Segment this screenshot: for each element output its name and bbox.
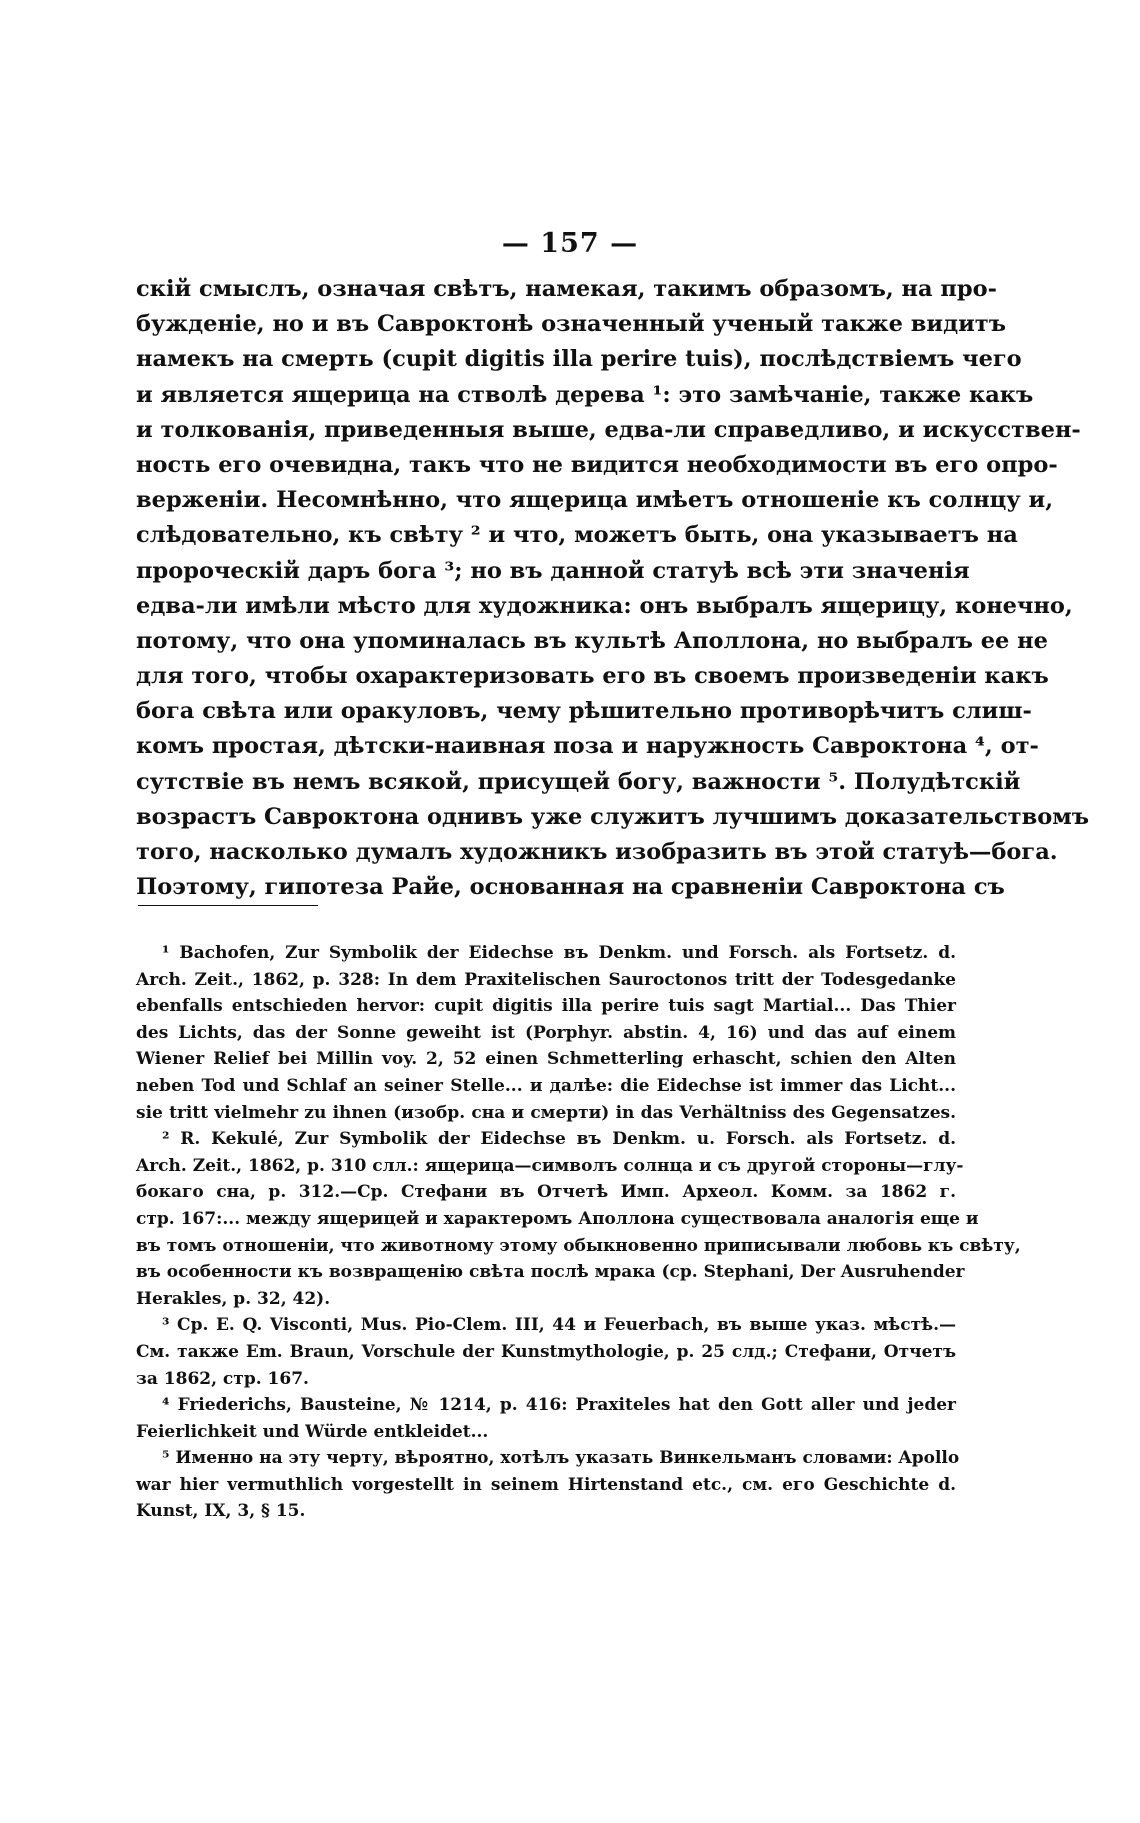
text-line: и является ящерица на стволѣ дерева ¹: это замѣчаніе, также какъ [136,381,1034,408]
footnotes-block [136,940,1021,1525]
text-line: сутствіе въ немъ всякой, присущей богу, важности ⁵. Полудѣтскій [136,768,1021,795]
footnote-1-line: sie tritt vielmehr zu ihnen (изобр. сна и смерти) in das Verhältniss des Gegensatzes. [136,1102,956,1123]
footnote-5-line: ⁵ Именно на эту черту, вѣроятно, хотѣлъ указать Винкельманъ словами: Apollo [162,1448,960,1469]
text-line: того, насколько думалъ художникъ изобразить въ этой статуѣ—бога. [136,839,1058,865]
footnote-1-line: Arch. Zeit., 1862, p. 328: In dem Praxitelischen Sauroctonos tritt der Todesgedanke [136,969,956,990]
text-line: для того, чтобы охарактеризовать его въ своемъ произведеніи какъ [136,663,1049,690]
text-line: Поэтому, гипотеза Райе, основанная на сравненіи Савроктона съ [136,874,1005,901]
footnote-2-line: ² R. Kekulé, Zur Symbolik der Eidechse въ Denkm. u. Forsch. als Fortsetz. d. [162,1129,956,1150]
footnote-1-line: neben Tod und Schlaf an seiner Stelle... и далѣе: die Eidechse ist immer das Licht... [136,1075,956,1096]
text-line: потому, что она упоминалась въ культѣ Аполлона, но выбралъ ее не [136,627,1048,654]
footnote-2-line: въ особенности къ возвращенію свѣта послѣ мрака (ср. Stephani, Der Ausruhender [136,1262,965,1283]
text-line: слѣдовательно, къ свѣту ² и что, можетъ быть, она указываетъ на [136,522,1018,549]
page-number: — 157 — [501,228,639,259]
text-line: и толкованія, приведенныя выше, едва-ли справедливо, и искусствен- [136,416,1081,443]
text-line: бужденіе, но и въ Савроктонѣ означенный ученый также видитъ [136,311,1006,338]
footnote-1-line: ebenfalls entschieden hervor: cupit digitis illa perire tuis sagt Martial... Das Thier [136,996,956,1017]
footnote-2-line: въ томъ отношеніи, что животному этому обыкновенно приписывали любовь къ свѣту, [136,1235,1021,1256]
text-line: верженіи. Несомнѣнно, что ящерица имѣетъ отношеніе къ солнцу и, [136,487,1054,514]
text-line: скій смыслъ, означая свѣтъ, намекая, такимъ образомъ, на про- [136,276,997,302]
footnote-3-line: См. также Em. Braun, Vorschule der Kunstmythologie, p. 25 слд.; Стефани, Отчетъ [136,1341,956,1362]
footnote-4-line: Feierlichkeit und Würde entkleidet... [136,1421,489,1442]
footnote-1-line: Wiener Relief bei Millin voy. 2, 52 einen Schmetterling erhascht, schien den Alten [136,1049,956,1070]
footnote-3-line: ³ Ср. E. Q. Visconti, Mus. Pio-Clem. III, 44 и Feuerbach, въ выше указ. мѣстѣ.— [162,1315,956,1336]
footnote-2-line: Herakles, p. 32, 42). [136,1288,331,1309]
text-line: едва-ли имѣли мѣсто для художника: онъ выбралъ ящерицу, конечно, [136,592,1073,619]
main-text-block [136,272,1090,905]
footnote-divider [138,905,318,906]
footnote-2-line: стр. 167:... между ящерицей и характеромъ Аполлона существовала аналогія еще и [136,1208,979,1229]
text-line: намекъ на смерть (cupit digitis illa perire tuis), послѣдствіемъ чего [136,346,1022,373]
text-line: комъ простая, дѣтски-наивная поза и наружность Савроктона ⁴, от- [136,733,1039,760]
text-line: возрастъ Савроктона однивъ уже служитъ лучшимъ доказательствомъ [136,803,1090,830]
text-line: ность его очевидна, такъ что не видится необходимости въ его опро- [136,451,1058,478]
footnote-5-line: war hier vermuthlich vorgestellt in seinem Hirtenstand etc., см. его Geschichte d. [136,1474,956,1495]
footnote-3-line: за 1862, стр. 167. [136,1368,309,1389]
footnote-5-line: Kunst, IX, 3, § 15. [136,1501,306,1522]
footnote-2-line: бокаго сна, p. 312.—Ср. Стефани въ Отчетѣ Имп. Археол. Комм. за 1862 г. [136,1182,956,1203]
footnote-1-line: des Lichts, das der Sonne geweiht ist (Porphyr. abstin. 4, 16) und das auf einem [136,1022,956,1043]
text-line: бога свѣта или оракуловъ, чему рѣшительно противорѣчитъ слиш- [136,698,1032,725]
footnote-1-line: ¹ Bachofen, Zur Symbolik der Eidechse въ Denkm. und Forsch. als Fortsetz. d. [162,943,956,963]
footnote-4-line: ⁴ Friederichs, Bausteine, № 1214, p. 416: Praxiteles hat den Gott aller und jeder [162,1395,956,1416]
text-line: пророческій даръ бога ³; но въ данной статуѣ всѣ эти значенія [136,557,970,584]
footnote-2-line: Arch. Zeit., 1862, p. 310 слл.: ящерица—символъ солнца и съ другой стороны—глу- [136,1155,964,1176]
